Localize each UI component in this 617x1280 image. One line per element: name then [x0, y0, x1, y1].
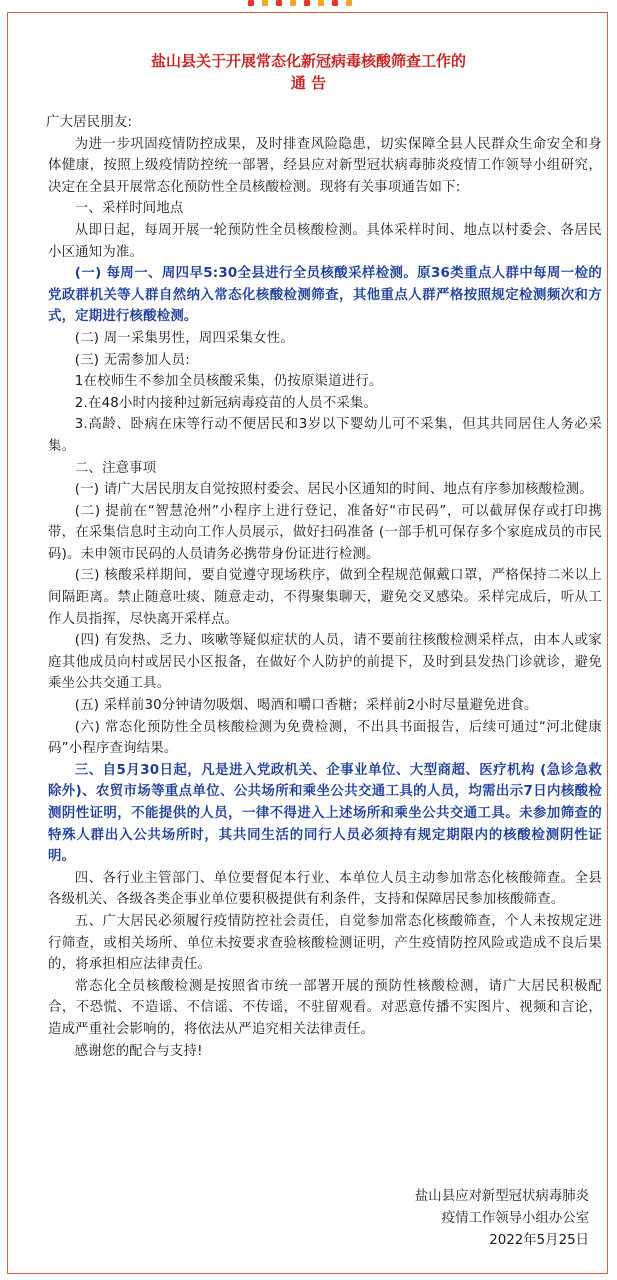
paragraph: (五) 采样前30分钟请勿吸烟、喝酒和嚼口香糖；采样前2小时尽量避免进食。 [74, 698, 538, 714]
paragraph: (二) 周一采集男性，周四采集女性。 [74, 330, 294, 346]
paragraph: 一、采样时间地点 [74, 201, 184, 217]
paragraph: (二) 提前在“智慧沧州”小程序上进行登记，准备好“市民码”，可以截屏保存或打印携带，在采集信息时主动向工作人员展示，做好扫码准备 (一部手机可保存多个家庭成员的市民码)。未申领市民码的人员请务必携带身份证进行检测。 [48, 503, 602, 562]
paragraph: 感谢您的配合与支持! [74, 1043, 203, 1059]
paragraph: 四、各行业主管部门、单位要督促本行业、本单位人员主动参加常态化核酸筛查。全县各级机关、各级各类企事业单位要积极提供有利条件，支持和保障居民参加核酸筛查。 [48, 870, 602, 908]
signature-date: 2022年5月25日 [489, 1233, 589, 1248]
paragraph: 常态化全员核酸检测是按照省市统一部署开展的预防性核酸检测，请广大居民积极配合，不恐慌、不造谣、不信谣、不传谣，不驻留观看。对恶意传播不实图片、视频和言论，造成严重社会影响的，将依法从严追究相关法律责任。 [48, 978, 602, 1037]
paragraph: (三) 无需参加人员: [74, 352, 190, 368]
signature-block [415, 1186, 589, 1252]
paragraph: (六) 常态化预防性全员核酸检测为免费检测，不出具书面报告，后续可通过“河北健康码”小程序查询结果。 [48, 719, 602, 757]
top-decoration [0, 0, 617, 8]
paragraph: 3.高龄、卧病在床等行动不便居民和3岁以下婴幼儿可不采集，但其共同居住人务必采集。 [48, 417, 602, 454]
paragraph: 为进一步巩固疫情防控成果，及时排查风险隐患，切实保障全县人民群众生命安全和身体健康，按照上级疫情防控统一部署，经县应对新型冠状病毒肺炎疫情工作领导小组研究，决定在全县开展常态化预防性全员核酸检测。现将有关事项通告如下: [48, 136, 602, 195]
paragraph: 三、自5月30日起，凡是进入党政机关、企事业单位、大型商超、医疗机构 (急诊急救除外)、农贸市场等重点单位、公共场所和乘坐公共交通工具的人员，均需出示7日内核酸检测阴性证明，不能提供的人员，一律不得进入上述场所和乘坐公共交通工具。未参加筛查的特殊人群出入公共场所时，其共同生活的同行人员必须持有规定期限内的核酸检测阴性证明。 [48, 762, 602, 865]
title-line1: 盐山县关于开展常态化新冠病毒核酸筛查工作的 [150, 52, 466, 70]
paragraph: (三) 核酸采样期间，要自觉遵守现场秩序，做到全程规范佩戴口罩，严格保持二米以上间隔距离。禁止随意吐痰、随意走动，不得聚集聊天，避免交叉感染。采样完成后，听从工作人员指挥，尽快离开采样点。 [48, 568, 602, 627]
paragraph: 五、广大居民必须履行疫情防控社会责任，自觉参加常态化核酸筛查，个人未按规定进行筛查，或相关场所、单位未按要求查验核酸检测证明，产生疫情防控风险或造成不良后果的，将承担相应法律责任。 [48, 913, 602, 973]
salutation: 广大居民朋友: [46, 115, 133, 130]
notice-body [48, 112, 602, 1062]
paragraph: (一) 请广大居民朋友自觉按照村委会、居民小区通知的时间、地点有序参加核酸检测。 [74, 482, 593, 498]
paragraph: 从即日起，每周开展一轮预防性全员核酸检测。具体采样时间、地点以村委会、各居民小区通知为准。 [48, 222, 602, 260]
paragraph: 1在校师生不参加全员核酸采集，仍按原渠道进行。 [74, 374, 383, 390]
paragraph: (一) 每周一、周四早5:30全县进行全员核酸采样检测。原36类重点人群中每周一检的党政群机关等人群自然纳入常态化核酸检测筛查，其他重点人群严格按照规定检测频次和方式，定期进行核酸检测。 [48, 266, 602, 325]
paragraph: (四) 有发热、乏力、咳嗽等疑似症状的人员，请不要前往核酸检测采样点，由本人或家庭其他成员向村或居民小区报备，在做好个人防护的前提下，及时到县发热门诊就诊，避免乘坐公共交通工具。 [48, 633, 602, 692]
paragraph: 2.在48小时内接种过新冠病毒疫苗的人员不采集。 [74, 395, 378, 411]
signature-org-line2: 疫情工作领导小组办公室 [441, 1211, 589, 1226]
title-line2: 通 告 [290, 74, 327, 92]
paragraph: 二、注意事项 [74, 460, 157, 476]
signature-org-line1: 盐山县应对新型冠状病毒肺炎 [414, 1189, 589, 1204]
